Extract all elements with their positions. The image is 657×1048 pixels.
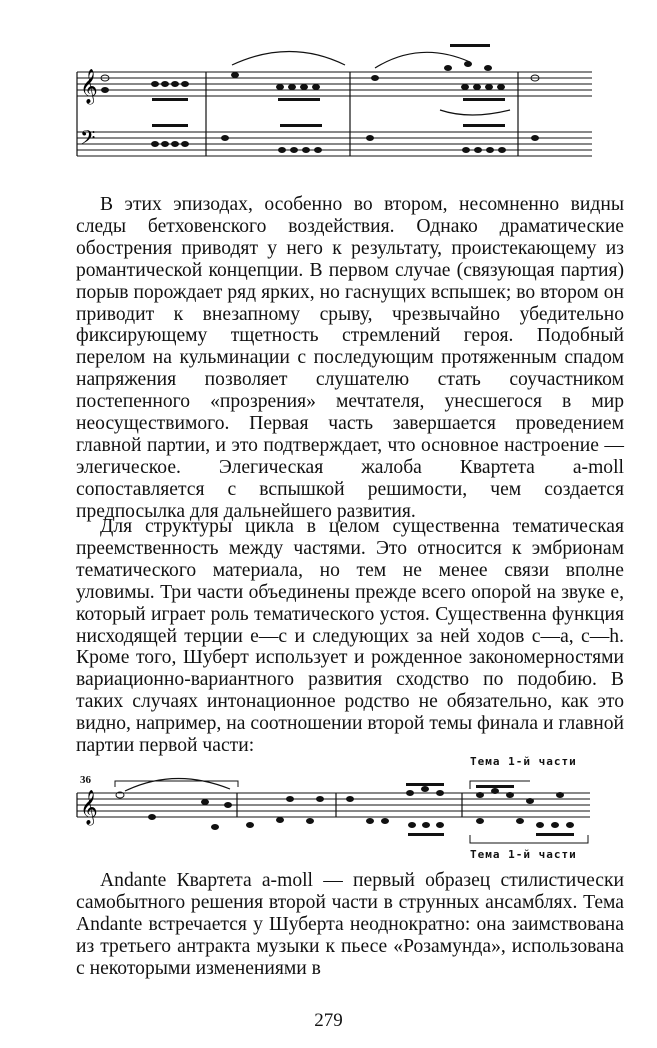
bass-clef-icon: 𝄢 (80, 126, 96, 154)
annotation-top: Тема 1-й части (470, 755, 577, 768)
notes (116, 783, 574, 836)
music-example-1 (0, 40, 657, 175)
barlines (77, 72, 518, 156)
slur (125, 778, 230, 791)
paragraph-1-text: В этих эпизодах, особенно во втором, несомненно видны следы бетховенского воздействия. Однако драматические обострения приводят у него к результату, проистекающему из романтической концепции. В первом случае (связующая партия) порыв порождает ряд ярких, но гаснущих вспышек; во втором он приводит к внезапному срыву, чрезвычайно убедительно фиксирующему тщетность стремлений героя. Подобный перелом на кульминации с последующим протяженным спадом напряжения позволяет слушателю стать соучастником постепенного «прозрения» мечтателя, унесшегося в мир неосуществимого. Первая часть завершается проведением главной партии, и это подтверждает, что основное настроение — элегическое. Элегическая жалоба Квартета a-moll сопоставляется с вспышкой решимости, чем создается предпосылка для дальнейшего развития. (76, 194, 624, 522)
measure-number: 36 (80, 774, 91, 786)
paragraph-2 (76, 516, 624, 757)
treble-clef-icon: 𝄞 (80, 790, 98, 825)
annotation-bottom: Тема 1-й части (470, 848, 577, 861)
brackets (115, 781, 588, 843)
page-number: 279 (314, 1010, 343, 1031)
paragraph-3-text: Andante Квартета a-moll — первый образец стилистически самобытного решения второй части в струнных ансамблях. Тема Andante встречается у Шуберта неоднократно: она заимствована из третьего антракта музыки к пьесе «Розамунда», использована с некоторыми изменениями в (76, 870, 624, 979)
paragraph-2-text: Для структуры цикла в целом существенна тематическая преемственность между частями. Это относится к эмбрионам тематического материала, но тем не менее связи вполне уловимы. Три части объединены прежде всего опорой на звуке e, который играет роль тематического устоя. Существенна функция нисходящей терции e—c и следующих за ней ходов c—a, c—h. Кроме того, Шуберт использует и рожденное закономерностями вариационно-вариантного развития сходство по подобию. В таких случаях интонационное родство не обязательно, как это видно, например, на соотношении второй темы финала и главной партии первой части: (76, 516, 624, 757)
paragraph-3 (76, 870, 624, 980)
paragraph-1 (76, 194, 624, 523)
treble-clef-icon: 𝄞 (80, 69, 98, 104)
